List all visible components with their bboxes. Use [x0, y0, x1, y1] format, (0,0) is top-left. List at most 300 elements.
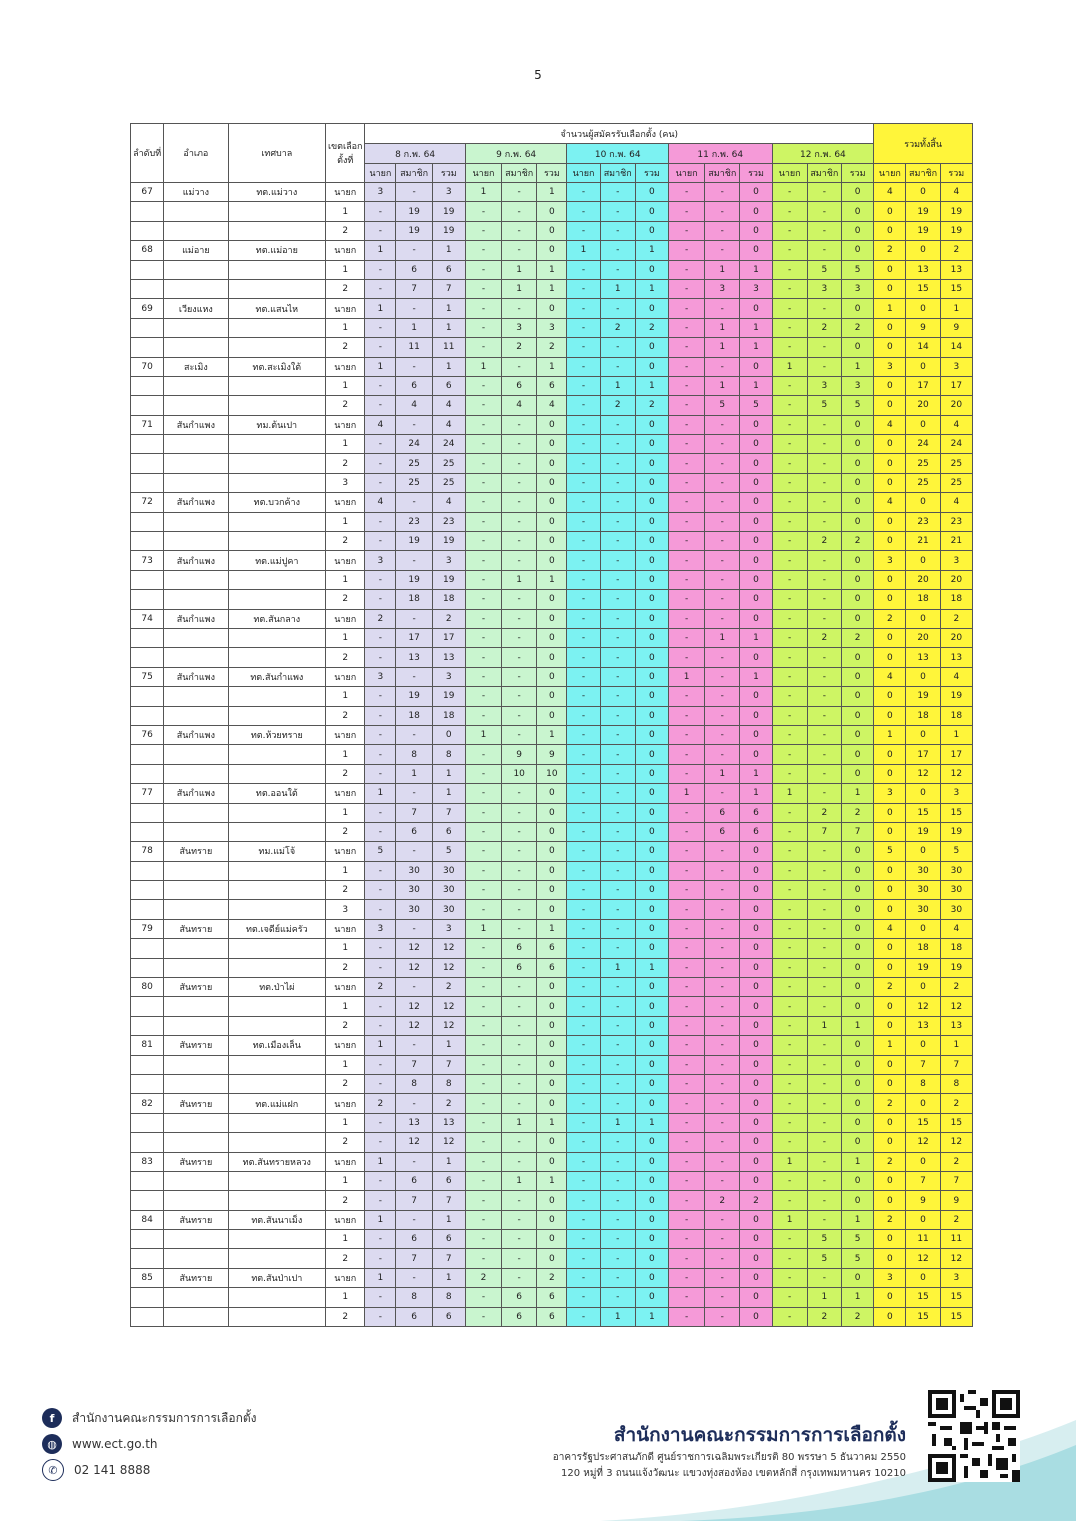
value-cell: 0: [740, 221, 772, 240]
value-cell: -: [365, 900, 396, 919]
amphoe-cell: [164, 221, 228, 240]
value-cell: -: [502, 1152, 537, 1171]
value-cell: 1: [600, 279, 635, 298]
value-cell: -: [772, 764, 807, 783]
value-cell: 1: [365, 1152, 396, 1171]
value-cell: 0: [906, 415, 940, 434]
value-cell: 13: [396, 1113, 432, 1132]
value-cell: 0: [537, 706, 567, 725]
value-cell: -: [600, 1249, 635, 1268]
zone-cell: 2: [326, 881, 365, 900]
value-cell: 11: [940, 1230, 972, 1249]
value-cell: -: [567, 260, 600, 279]
value-cell: 17: [432, 628, 465, 647]
value-cell: 0: [906, 1268, 940, 1287]
value-cell: -: [465, 1288, 501, 1307]
amphoe-cell: เวียงแหง: [164, 299, 228, 318]
zone-cell: นายก: [326, 357, 365, 376]
value-cell: -: [807, 241, 841, 260]
value-cell: 20: [940, 396, 972, 415]
value-cell: 0: [740, 648, 772, 667]
value-cell: -: [365, 1191, 396, 1210]
website-link[interactable]: www.ect.go.th: [72, 1437, 158, 1451]
value-cell: -: [705, 435, 740, 454]
value-cell: 3: [874, 551, 906, 570]
value-cell: -: [772, 822, 807, 841]
value-cell: -: [567, 648, 600, 667]
value-cell: 0: [841, 1171, 873, 1190]
value-cell: -: [365, 1230, 396, 1249]
amphoe-cell: [164, 1230, 228, 1249]
value-cell: -: [772, 1133, 807, 1152]
amphoe-cell: [164, 570, 228, 589]
tessaban-cell: [228, 279, 326, 298]
value-cell: 19: [906, 202, 940, 221]
value-cell: -: [807, 939, 841, 958]
value-cell: -: [669, 628, 705, 647]
value-cell: -: [465, 396, 501, 415]
value-cell: 12: [940, 997, 972, 1016]
value-cell: -: [705, 1074, 740, 1093]
value-cell: -: [465, 590, 501, 609]
value-cell: 1: [432, 318, 465, 337]
value-cell: 18: [906, 706, 940, 725]
zone-cell: 1: [326, 1171, 365, 1190]
tessaban-cell: [228, 1016, 326, 1035]
table-row: [131, 551, 973, 570]
value-cell: 0: [841, 473, 873, 492]
value-cell: 0: [740, 745, 772, 764]
value-cell: -: [396, 609, 432, 628]
value-cell: -: [365, 764, 396, 783]
value-cell: -: [502, 784, 537, 803]
value-cell: -: [600, 764, 635, 783]
value-cell: -: [502, 1191, 537, 1210]
value-cell: -: [600, 1171, 635, 1190]
table-row: [131, 842, 973, 861]
value-cell: 0: [635, 900, 668, 919]
value-cell: 0: [537, 1036, 567, 1055]
value-cell: 12: [396, 939, 432, 958]
value-cell: 19: [432, 202, 465, 221]
value-cell: -: [465, 803, 501, 822]
value-cell: 8: [432, 1288, 465, 1307]
value-cell: -: [465, 338, 501, 357]
row-number: [131, 532, 164, 551]
value-cell: -: [365, 396, 396, 415]
row-number: [131, 1249, 164, 1268]
value-cell: 5: [874, 842, 906, 861]
value-cell: -: [705, 241, 740, 260]
value-cell: 0: [841, 590, 873, 609]
value-cell: -: [502, 357, 537, 376]
row-number: [131, 881, 164, 900]
table-row: [131, 628, 973, 647]
value-cell: 1: [772, 784, 807, 803]
value-cell: -: [669, 1307, 705, 1326]
value-cell: 0: [841, 861, 873, 880]
value-cell: 13: [940, 1016, 972, 1035]
value-cell: 3: [841, 279, 873, 298]
value-cell: -: [465, 628, 501, 647]
value-cell: 1: [465, 183, 501, 202]
value-cell: 0: [740, 1094, 772, 1113]
value-cell: -: [396, 667, 432, 686]
value-cell: 1: [705, 628, 740, 647]
row-number: [131, 997, 164, 1016]
table-row: [131, 822, 973, 841]
value-cell: -: [772, 1249, 807, 1268]
value-cell: 2: [940, 978, 972, 997]
value-cell: -: [705, 725, 740, 744]
amphoe-cell: [164, 473, 228, 492]
tessaban-cell: [228, 338, 326, 357]
value-cell: 0: [740, 357, 772, 376]
value-cell: 0: [537, 1152, 567, 1171]
value-cell: 0: [537, 609, 567, 628]
value-cell: -: [465, 900, 501, 919]
value-cell: 0: [635, 706, 668, 725]
value-cell: 0: [740, 415, 772, 434]
value-cell: 30: [906, 900, 940, 919]
value-cell: -: [502, 1055, 537, 1074]
value-cell: 1: [365, 357, 396, 376]
table-row: [131, 493, 973, 512]
value-cell: -: [669, 551, 705, 570]
value-cell: -: [772, 493, 807, 512]
value-cell: -: [600, 706, 635, 725]
zone-cell: 1: [326, 861, 365, 880]
zone-cell: 2: [326, 706, 365, 725]
value-cell: 15: [940, 1113, 972, 1132]
value-cell: 1: [432, 784, 465, 803]
value-cell: -: [705, 473, 740, 492]
value-cell: 18: [940, 939, 972, 958]
value-cell: 0: [874, 1191, 906, 1210]
value-cell: -: [567, 900, 600, 919]
value-cell: -: [600, 241, 635, 260]
value-cell: -: [807, 978, 841, 997]
value-cell: 0: [906, 667, 940, 686]
value-cell: -: [502, 978, 537, 997]
value-cell: 0: [841, 978, 873, 997]
value-cell: -: [705, 1016, 740, 1035]
zone-cell: 1: [326, 1113, 365, 1132]
amphoe-cell: สันทราย: [164, 842, 228, 861]
value-cell: 0: [740, 590, 772, 609]
amphoe-cell: [164, 1307, 228, 1326]
value-cell: 0: [635, 1055, 668, 1074]
value-cell: -: [465, 997, 501, 1016]
value-cell: -: [772, 1074, 807, 1093]
row-number: 71: [131, 415, 164, 434]
value-cell: 0: [874, 1074, 906, 1093]
value-cell: -: [567, 1152, 600, 1171]
table-row: [131, 1094, 973, 1113]
value-cell: 0: [537, 493, 567, 512]
amphoe-cell: [164, 202, 228, 221]
value-cell: -: [396, 842, 432, 861]
value-cell: -: [567, 299, 600, 318]
value-cell: 23: [396, 512, 432, 531]
value-cell: -: [465, 1074, 501, 1093]
value-cell: 0: [740, 1016, 772, 1035]
value-cell: -: [365, 881, 396, 900]
value-cell: 0: [740, 900, 772, 919]
value-cell: 0: [841, 667, 873, 686]
value-cell: -: [705, 1249, 740, 1268]
value-cell: -: [600, 415, 635, 434]
value-cell: 1: [772, 1210, 807, 1229]
value-cell: -: [772, 376, 807, 395]
value-cell: 2: [432, 978, 465, 997]
value-cell: 1: [705, 764, 740, 783]
value-cell: 2: [874, 241, 906, 260]
value-cell: 3: [432, 551, 465, 570]
value-cell: 0: [740, 1055, 772, 1074]
value-cell: 11: [396, 338, 432, 357]
value-cell: -: [396, 978, 432, 997]
value-cell: -: [705, 1113, 740, 1132]
value-cell: 3: [940, 784, 972, 803]
value-cell: -: [772, 299, 807, 318]
tessaban-cell: [228, 454, 326, 473]
row-number: [131, 1113, 164, 1132]
value-cell: -: [772, 415, 807, 434]
amphoe-cell: [164, 822, 228, 841]
candidates-table: [130, 123, 973, 1327]
value-cell: 19: [396, 570, 432, 589]
value-cell: 2: [365, 1094, 396, 1113]
value-cell: 12: [906, 997, 940, 1016]
tessaban-cell: [228, 221, 326, 240]
value-cell: 0: [740, 1171, 772, 1190]
tessaban-cell: [228, 1249, 326, 1268]
value-cell: 0: [740, 1074, 772, 1093]
amphoe-cell: [164, 1249, 228, 1268]
zone-cell: 2: [326, 648, 365, 667]
value-cell: -: [465, 1133, 501, 1152]
value-cell: 13: [906, 1016, 940, 1035]
value-cell: 1: [432, 241, 465, 260]
value-cell: 7: [396, 279, 432, 298]
value-cell: -: [502, 822, 537, 841]
value-cell: -: [502, 1268, 537, 1287]
value-cell: -: [600, 570, 635, 589]
date-header: 8 ก.พ. 64: [365, 144, 466, 164]
value-cell: 0: [841, 1036, 873, 1055]
value-cell: 0: [432, 725, 465, 744]
value-cell: 6: [537, 939, 567, 958]
value-cell: -: [600, 1152, 635, 1171]
value-cell: 0: [740, 609, 772, 628]
value-cell: -: [365, 822, 396, 841]
tessaban-cell: ทต.บวกค้าง: [228, 493, 326, 512]
value-cell: 0: [740, 1288, 772, 1307]
value-cell: 15: [906, 803, 940, 822]
table-row: [131, 784, 973, 803]
value-cell: 0: [740, 1036, 772, 1055]
zone-cell: 1: [326, 939, 365, 958]
value-cell: -: [365, 532, 396, 551]
value-cell: -: [465, 1094, 501, 1113]
value-cell: -: [669, 493, 705, 512]
value-cell: 1: [940, 299, 972, 318]
value-cell: 1: [940, 1036, 972, 1055]
value-cell: -: [807, 415, 841, 434]
value-cell: 23: [940, 512, 972, 531]
value-cell: 0: [740, 861, 772, 880]
value-cell: 0: [874, 338, 906, 357]
value-cell: 18: [940, 706, 972, 725]
value-cell: 0: [740, 493, 772, 512]
table-row: [131, 648, 973, 667]
value-cell: 24: [396, 435, 432, 454]
value-cell: -: [772, 1094, 807, 1113]
row-number: [131, 1307, 164, 1326]
date-header: 11 ก.พ. 64: [669, 144, 773, 164]
zone-cell: นายก: [326, 493, 365, 512]
value-cell: 0: [874, 454, 906, 473]
value-cell: -: [365, 338, 396, 357]
value-cell: -: [396, 725, 432, 744]
value-cell: -: [705, 919, 740, 938]
tessaban-cell: ทต.เจดีย์แม่ครัว: [228, 919, 326, 938]
value-cell: -: [772, 900, 807, 919]
value-cell: 6: [396, 376, 432, 395]
zone-cell: นายก: [326, 415, 365, 434]
value-cell: -: [705, 881, 740, 900]
value-cell: 0: [740, 958, 772, 977]
table-row: [131, 725, 973, 744]
value-cell: -: [567, 1036, 600, 1055]
value-cell: -: [807, 784, 841, 803]
value-cell: -: [465, 978, 501, 997]
value-cell: -: [567, 512, 600, 531]
value-cell: -: [669, 1074, 705, 1093]
value-cell: 0: [874, 1171, 906, 1190]
value-cell: -: [772, 667, 807, 686]
amphoe-cell: [164, 376, 228, 395]
value-cell: 0: [906, 1036, 940, 1055]
value-cell: 2: [807, 803, 841, 822]
value-cell: -: [600, 473, 635, 492]
tessaban-cell: [228, 376, 326, 395]
value-cell: 0: [906, 241, 940, 260]
value-cell: -: [705, 493, 740, 512]
zone-cell: นายก: [326, 1094, 365, 1113]
value-cell: -: [396, 1152, 432, 1171]
zone-cell: 3: [326, 473, 365, 492]
zone-cell: นายก: [326, 183, 365, 202]
value-cell: -: [807, 919, 841, 938]
value-cell: -: [465, 570, 501, 589]
table-row: [131, 590, 973, 609]
amphoe-cell: [164, 1113, 228, 1132]
value-cell: -: [465, 1307, 501, 1326]
value-cell: -: [502, 648, 537, 667]
value-cell: -: [807, 745, 841, 764]
table-row: [131, 241, 973, 260]
value-cell: 6: [432, 822, 465, 841]
value-cell: -: [502, 473, 537, 492]
tessaban-cell: [228, 1074, 326, 1093]
value-cell: 20: [906, 628, 940, 647]
value-cell: -: [365, 1307, 396, 1326]
value-cell: 4: [365, 493, 396, 512]
amphoe-cell: สันกำแพง: [164, 667, 228, 686]
value-cell: 0: [635, 435, 668, 454]
value-cell: 1: [635, 1113, 668, 1132]
facebook-text[interactable]: สำนักงานคณะกรรมการการเลือกตั้ง: [72, 1410, 257, 1425]
value-cell: -: [772, 803, 807, 822]
value-cell: 0: [740, 706, 772, 725]
sub-header: นายก: [669, 164, 705, 183]
value-cell: -: [567, 1171, 600, 1190]
value-cell: 0: [841, 493, 873, 512]
value-cell: 0: [874, 1249, 906, 1268]
value-cell: -: [669, 415, 705, 434]
value-cell: -: [502, 202, 537, 221]
value-cell: 9: [502, 745, 537, 764]
table-row: [131, 1016, 973, 1035]
row-number: [131, 570, 164, 589]
value-cell: 0: [537, 454, 567, 473]
value-cell: -: [365, 958, 396, 977]
value-cell: 17: [906, 745, 940, 764]
qr-code-icon: [928, 1390, 1020, 1482]
zone-cell: นายก: [326, 241, 365, 260]
value-cell: -: [807, 1055, 841, 1074]
value-cell: -: [567, 978, 600, 997]
value-cell: 0: [635, 532, 668, 551]
value-cell: 1: [537, 1171, 567, 1190]
value-cell: -: [365, 570, 396, 589]
value-cell: 17: [940, 376, 972, 395]
value-cell: 2: [365, 978, 396, 997]
table-row: [131, 1152, 973, 1171]
row-number: [131, 1055, 164, 1074]
value-cell: 1: [432, 1268, 465, 1287]
value-cell: 3: [807, 376, 841, 395]
value-cell: 0: [537, 435, 567, 454]
value-cell: 0: [841, 221, 873, 240]
row-number: [131, 687, 164, 706]
table-row: [131, 609, 973, 628]
value-cell: 30: [396, 861, 432, 880]
value-cell: 0: [635, 1191, 668, 1210]
value-cell: 15: [940, 279, 972, 298]
value-cell: -: [502, 1074, 537, 1093]
row-number: [131, 861, 164, 880]
value-cell: 6: [432, 376, 465, 395]
value-cell: 12: [432, 1016, 465, 1035]
value-cell: 0: [841, 435, 873, 454]
value-cell: 0: [841, 764, 873, 783]
tessaban-cell: ทต.ออนใต้: [228, 784, 326, 803]
value-cell: 4: [874, 919, 906, 938]
value-cell: -: [567, 1249, 600, 1268]
value-cell: -: [502, 435, 537, 454]
value-cell: -: [807, 357, 841, 376]
amphoe-cell: [164, 939, 228, 958]
value-cell: 7: [396, 1249, 432, 1268]
value-cell: -: [502, 706, 537, 725]
value-cell: -: [465, 822, 501, 841]
amphoe-cell: สันกำแพง: [164, 551, 228, 570]
value-cell: 1: [841, 1016, 873, 1035]
value-cell: -: [705, 299, 740, 318]
